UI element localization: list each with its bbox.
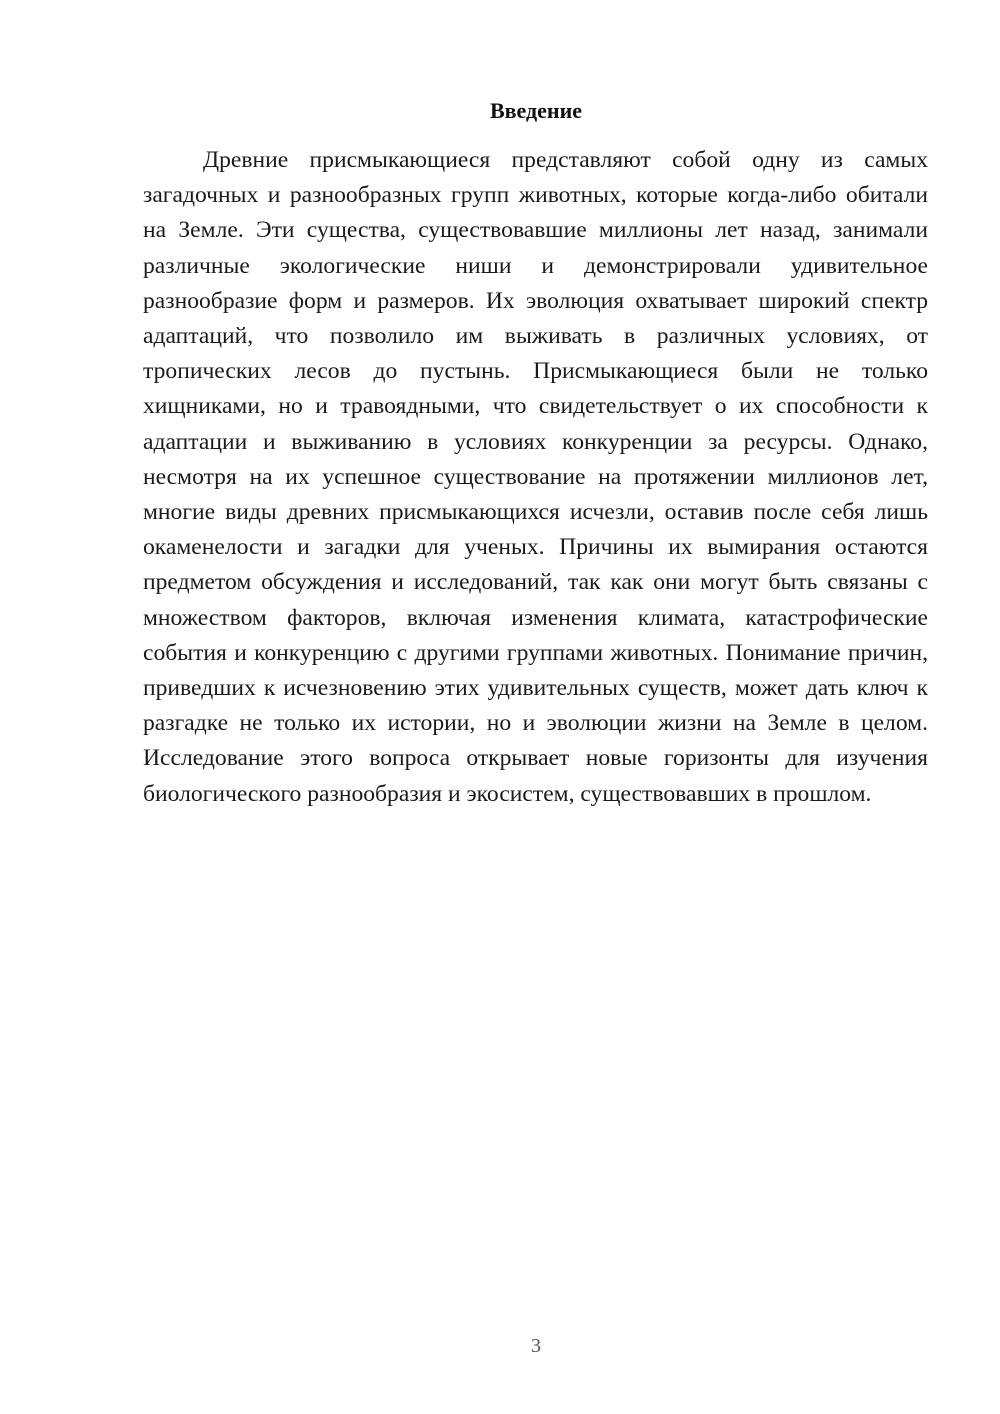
section-heading: Введение [489, 98, 583, 123]
page-number: 3 [531, 1335, 541, 1357]
body-paragraph: Древние присмыкающиеся представляют собой одну из самых загадочных и разнообразных групп животных, которые когда-либо обитали на Земле. Эти существа, существовавшие миллионы лет назад, занимали различные экологические ниши и демонстрировали удивительное разнообразие форм и размеров. Их эволюция охватывает широкий спектр адаптаций, что позволило им выживать в различных условиях, от тропических лесов до пустынь. Присмыкающиеся были не только хищниками, но и травоядными, что свидетельствует о их способности к адаптации и выживанию в условиях конкуренции за ресурсы. Однако, несмотря на их успешное существование на протяжении миллионов лет, многие виды древних присмыкающихся исчезли, оставив после себя лишь окаменелости и загадки для ученых. Причины их вымирания остаются предметом обсуждения и исследований, так как они могут быть связаны с множеством факторов, включая изменения климата, катастрофические события и конкуренцию с другими группами животных. Понимание причин, приведших к исчезновению этих удивительных существ, может дать ключ к разгадке не только их истории, но и эволюции жизни на Земле в целом. Исследование этого вопроса открывает новые горизонты для изучения биологического разнообразия и экосистем, существовавших в прошлом. [143, 147, 928, 807]
